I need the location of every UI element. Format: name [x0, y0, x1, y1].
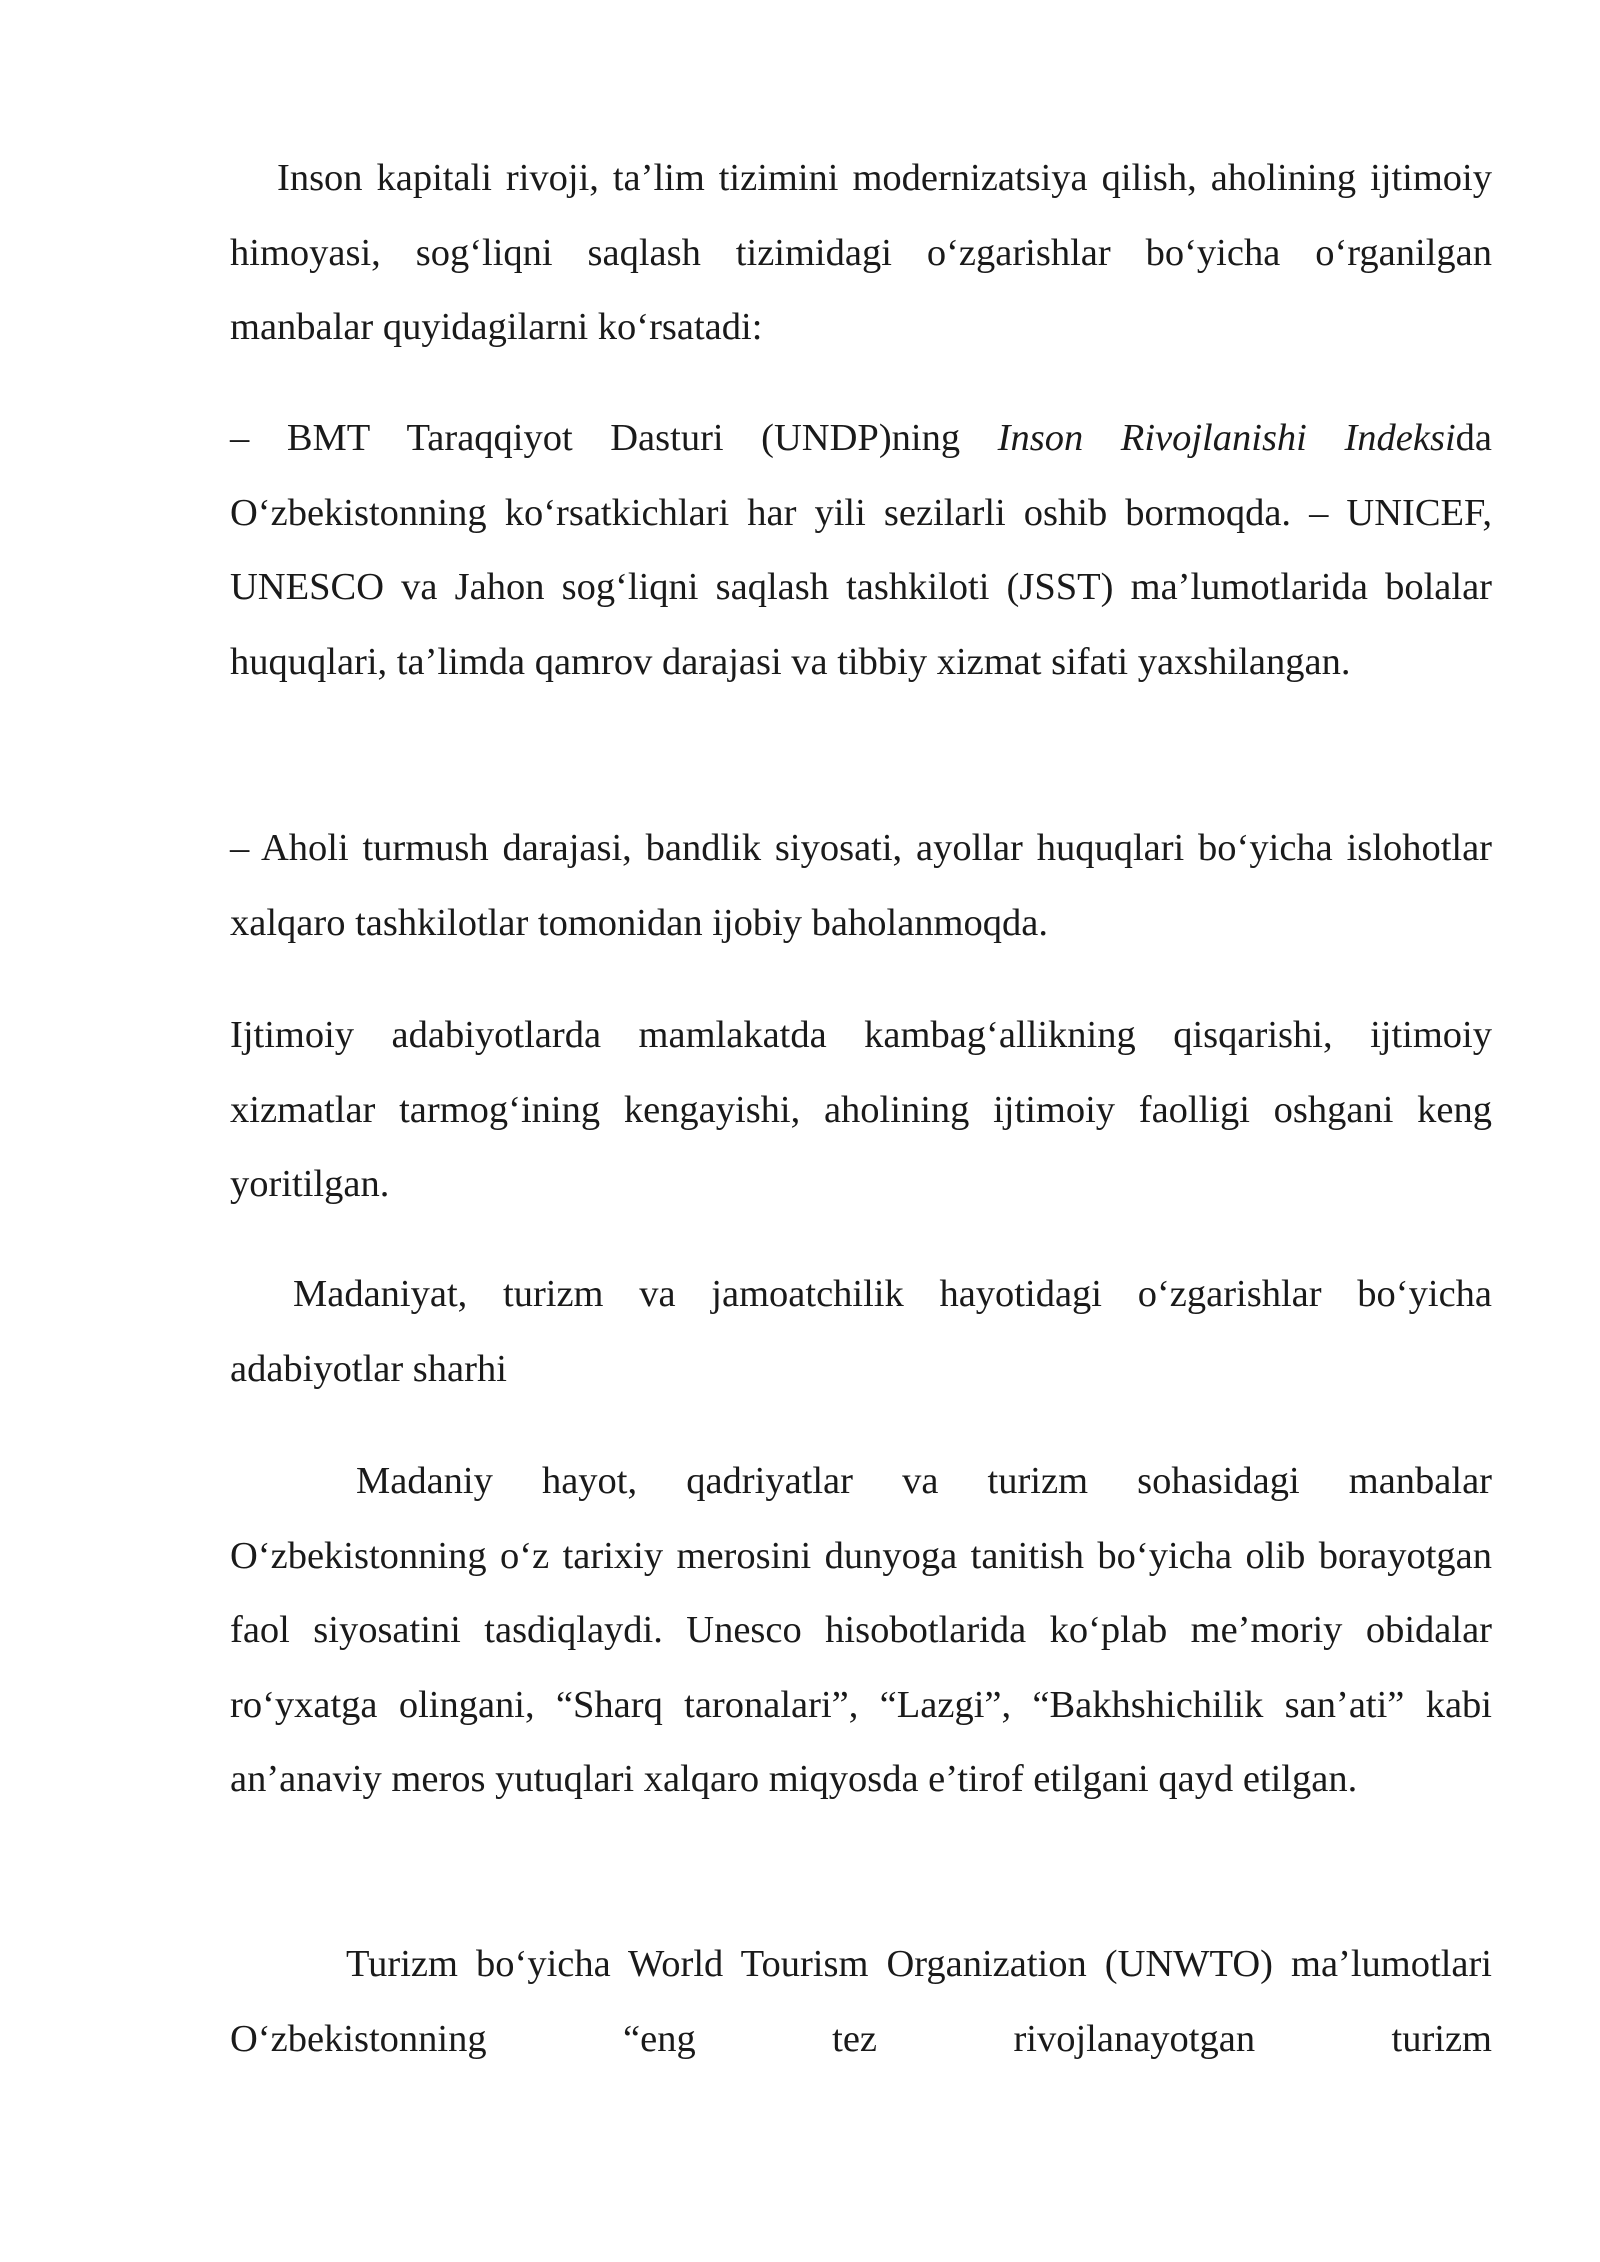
unicef-unesco-text: – UNICEF, UNESCO va Jahon sog‘liqni saqlash tashkiloti (JSST) ma’lumotlarida bolalar huquqlari, ta’limda qamrov darajasi va tibbiy xizmat sifati yaxshilangan. — [230, 491, 1493, 683]
paragraph-living-standards: – Aholi turmush darajasi, bandlik siyosati, ayollar huquqlari bo‘yicha islohotlar xalqaro tashkilotlar tomonidan ijobiy baholanmoqda. — [230, 827, 1492, 944]
hdi-index-name: Inson Rivojlanishi Indeksi — [997, 417, 1456, 459]
paragraph-human-capital-intro: Inson kapitali rivoji, ta’lim tizimini modernizatsiya qilish, aholining ijtimoiy himoyasi, sog‘liqni saqlash tizimidagi o‘zgarishlar bo‘yicha o‘rganilgan manbalar quyidagilarni ko‘rsatadi: — [230, 157, 1492, 348]
paragraph-cultural-heritage: Madaniy hayot, qadriyatlar va turizm sohasidagi manbalar O‘zbekistonning o‘z tarixiy merosini dunyoga tanitish bo‘yicha olib borayotgan faol siyosatini tasdiqlaydi. Unesco hisobotlarida ko‘plab me’moriy obidalar ro‘yxatga olingani, “Sharq taronalari”, “Lazgi”, “Bakhshichilik san’ati” kabi an’anaviy meros yutuqlari xalqaro miqyosda e’tirof etilgani qayd etilgan. — [230, 1460, 1492, 1800]
paragraph-social-literature: Ijtimoiy adabiyotlarda mamlakatda kambag‘allikning qisqarishi, ijtimoiy xizmatlar tarmog‘ining kengayishi, aholining ijtimoiy faolligi oshgani keng yoritilgan. — [230, 1014, 1492, 1205]
paragraph-international-indices — [230, 401, 1492, 699]
paragraph-tourism-unwto: Turizm bo‘yicha World Tourism Organization (UNWTO) ma’lumotlari O‘zbekistonning “eng tez rivojlanayotgan turizm — [230, 1943, 1492, 2060]
undp-text: – BMT Taraqqiyot Dasturi (UNDP)ning — [230, 417, 998, 459]
section-heading-culture-tourism: Madaniyat, turizm va jamoatchilik hayotidagi o‘zgarishlar bo‘yicha adabiyotlar sharhi — [230, 1273, 1492, 1390]
undp-text-continuation: da O‘zbekistonning ko‘rsatkichlari har yili sezilarli oshib bormoqda. — [230, 417, 1492, 534]
